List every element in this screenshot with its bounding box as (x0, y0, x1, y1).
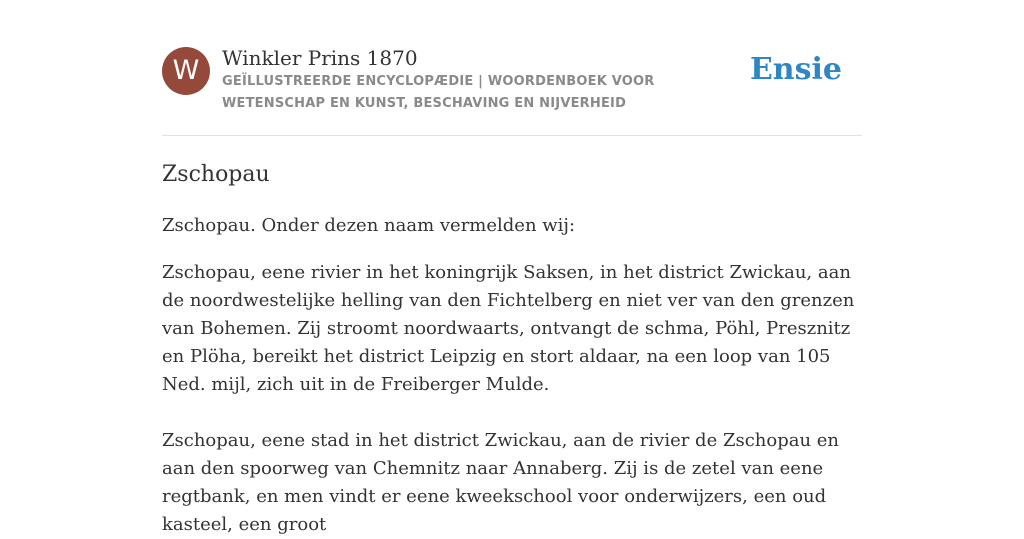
article-paragraph: Zschopau, eene rivier in het koningrijk Saksen, in het district Zwickau, aan de noordwestelijke helling van den Fichtelberg en niet ver van den grenzen van Bohemen. Zij stroomt noordwaarts, ontvangt de schma, Pöhl, Presznitz en Plöha, bereikt het district Leipzig en stort aldaar, na een loop van 105 Ned. mijl, zich uit in de Freiberger Mulde. (162, 262, 855, 395)
header-divider (162, 135, 862, 136)
source-title-block (222, 46, 762, 115)
source-title[interactable]: Winkler Prins 1870 (222, 46, 418, 70)
article-content (162, 158, 862, 539)
article-paragraph: Zschopau, eene stad in het district Zwickau, aan de rivier de Zschopau en aan den spoorweg van Chemnitz naar Annaberg. Zij is de zetel van eene regtbank, en men vindt er eene kweekschool voor onderwijzers, een oud kasteel, een groot (162, 430, 840, 535)
article-intro: Zschopau. Onder dezen naam vermelden wij: (162, 215, 576, 236)
article-title: Zschopau (162, 162, 270, 187)
avatar[interactable]: W (162, 47, 210, 95)
brand-logo-link[interactable]: Ensie (749, 52, 842, 87)
source-subtitle: GEÏLLUSTREERDE ENCYCLOPÆDIE | WOORDENBOEK VOOR WETENSCHAP EN KUNST, BESCHAVING EN NIJVERHEID (222, 74, 655, 111)
site-header (162, 46, 862, 118)
